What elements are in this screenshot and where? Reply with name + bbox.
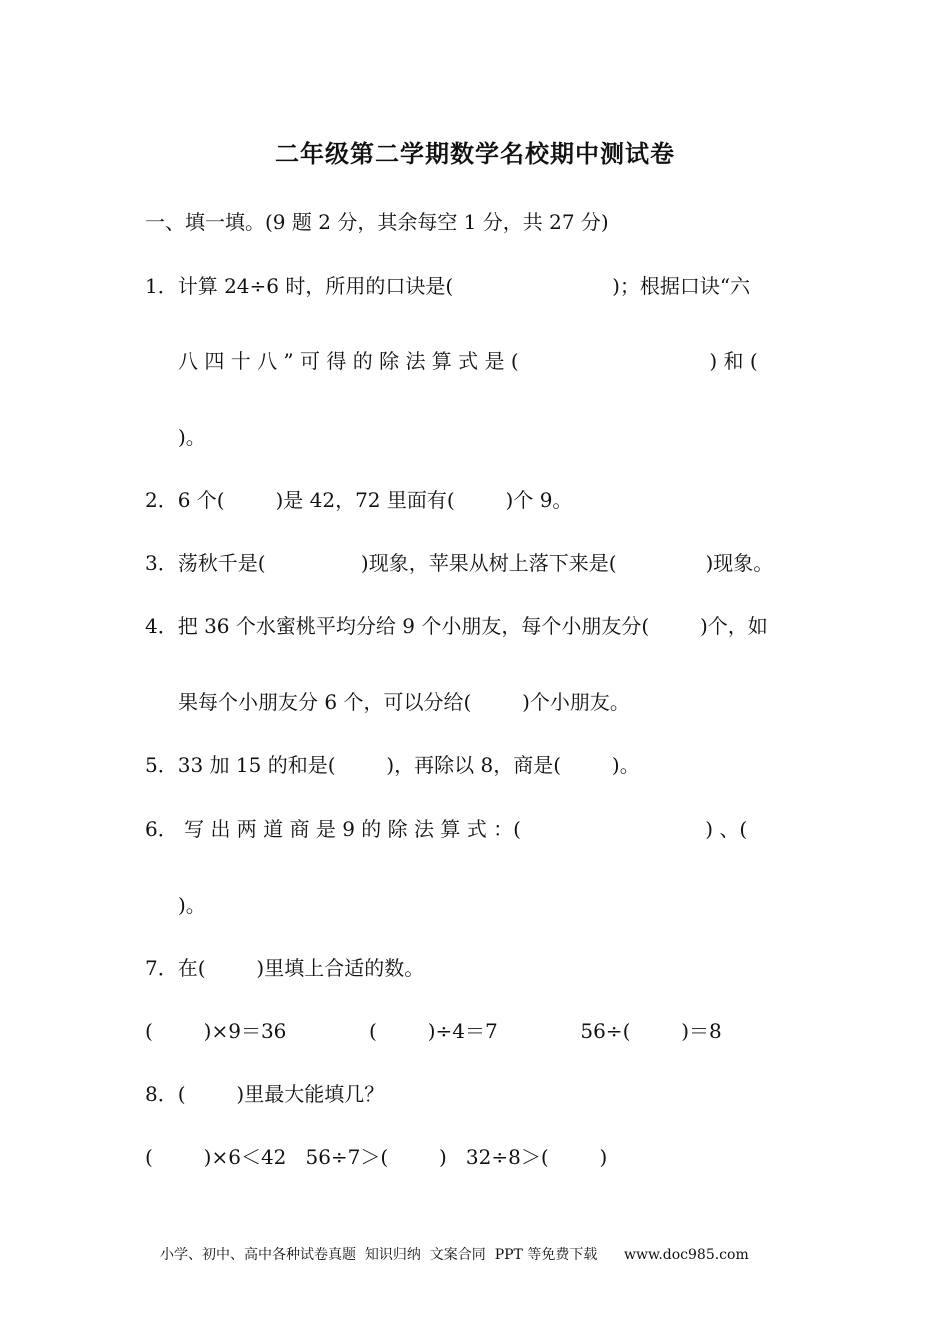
question-3: 3．荡秋千是( )现象，苹果从树上落下来是( )现象。	[145, 551, 774, 575]
question-7-line-2: ( )×9＝36 ( )÷4＝7 56÷( )＝8	[145, 1019, 722, 1043]
question-7-line-1: 7．在( )里填上合适的数。	[145, 956, 425, 980]
page-title: 二年级第二学期数学名校期中测试卷	[275, 140, 675, 168]
section-heading: 一、填一填。(9 题 2 分，其余每空 1 分，共 27 分)	[145, 210, 609, 234]
page-footer: 小学、初中、高中各种试卷真题 知识归纳 文案合同 PPT 等免费下载 www.doc985.com	[160, 1247, 749, 1263]
question-8-line-1: 8．( )里最大能填几？	[145, 1082, 385, 1106]
question-4-line-1: 4．把 36 个水蜜桃平均分给 9 个小朋友，每个小朋友分( )个，如	[145, 614, 768, 638]
question-2: 2．6 个( )是 42，72 里面有( )个 9。	[145, 488, 573, 512]
question-6-line-2: )。	[178, 893, 206, 917]
question-1-line-3: )。	[178, 425, 206, 449]
question-4-line-2: 果每个小朋友分 6 个，可以分给( )个小朋友。	[178, 690, 630, 714]
question-1-line-1: 1．计算 24÷6 时，所用的口诀是( )；根据口诀“六	[145, 274, 751, 298]
question-6-line-1: 6． 写 出 两 道 商 是 9 的 除 法 算 式 ：( ) 、(	[145, 817, 748, 841]
question-1-line-2: 八 四 十 八 ” 可 得 的 除 法 算 式 是 ( ) 和 (	[178, 349, 758, 373]
question-8-line-2: ( )×6＜42 56÷7＞( ) 32÷8＞( )	[145, 1145, 608, 1169]
question-5: 5．33 加 15 的和是( )，再除以 8，商是( )。	[145, 753, 640, 777]
